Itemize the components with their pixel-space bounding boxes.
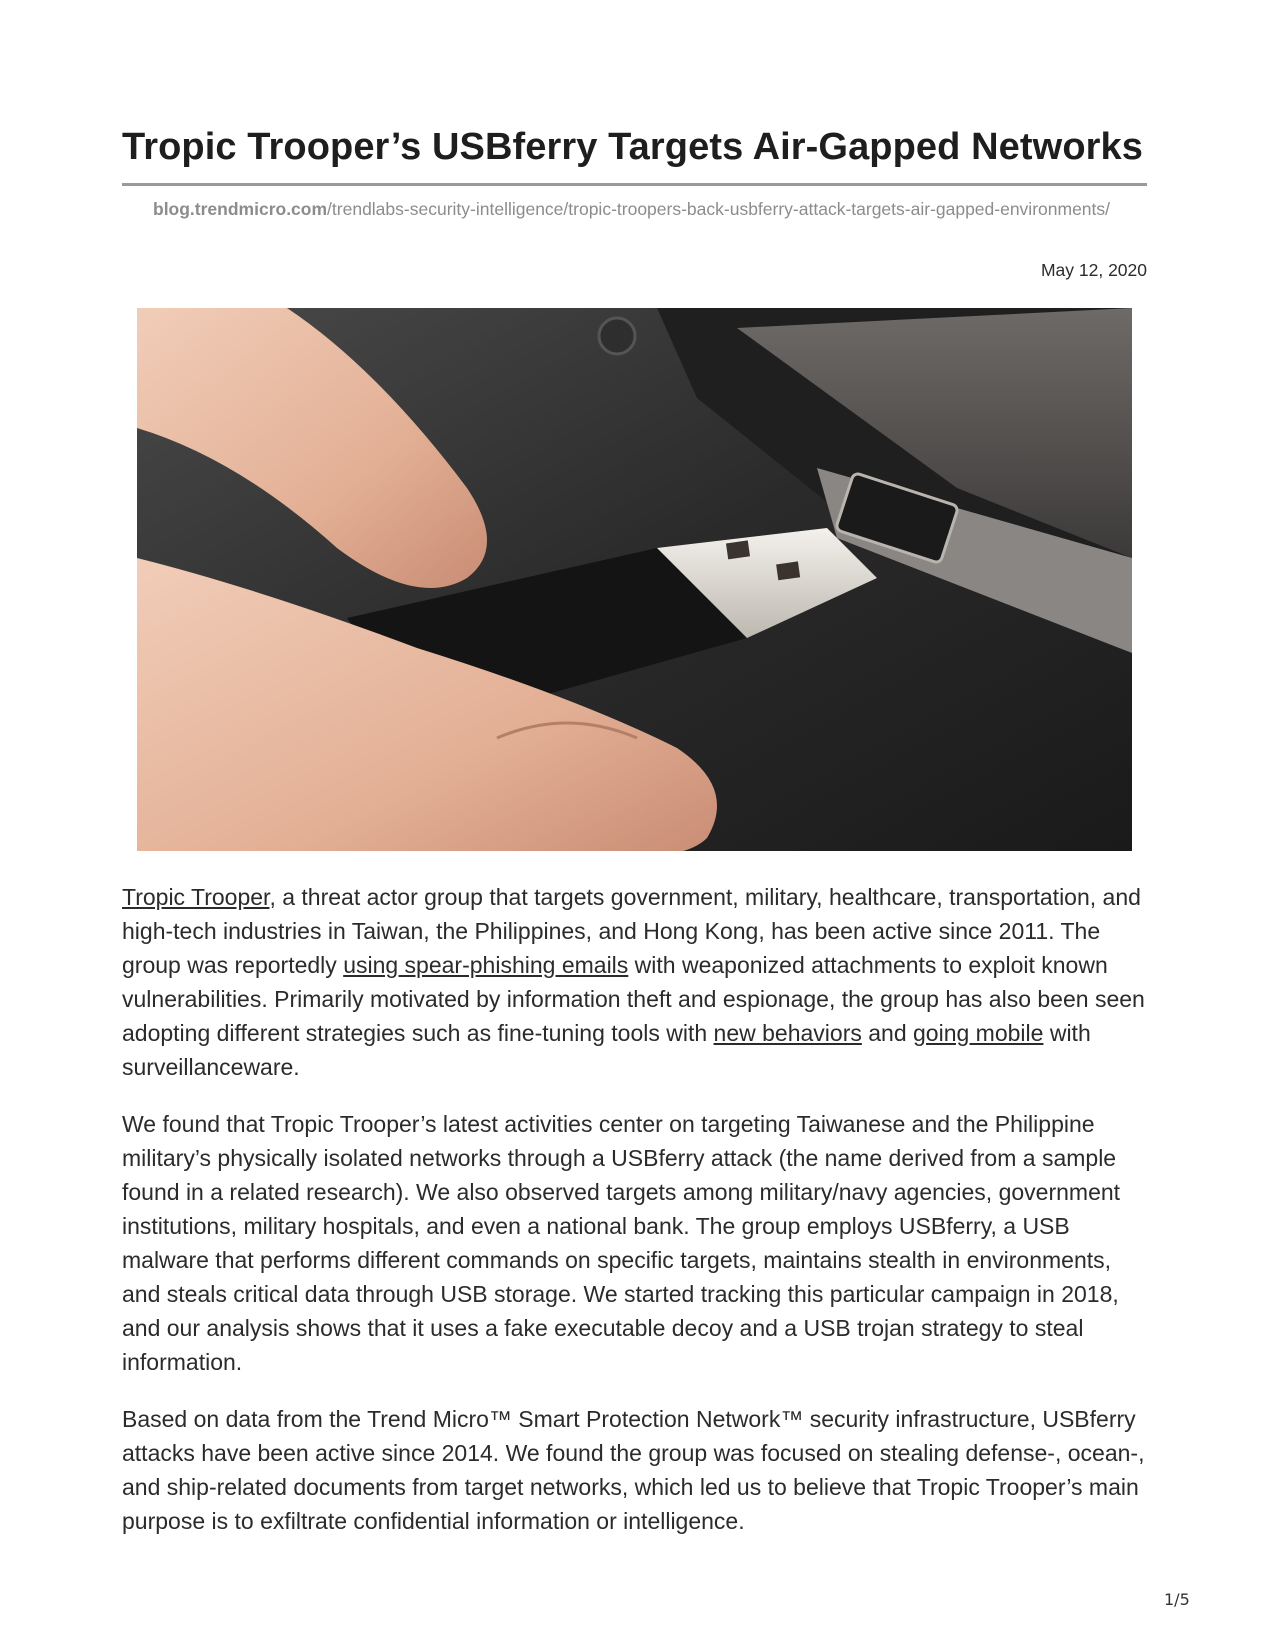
paragraph-1-text-3: and [861, 1020, 914, 1046]
paragraph-1-text-4: with surveillanceware. [122, 1020, 1091, 1080]
paragraph-1 [122, 880, 1147, 1084]
page-number: 1/5 [1164, 1590, 1190, 1609]
link-tropic-trooper[interactable]: Tropic Trooper [122, 884, 270, 910]
source-path: /trendlabs-security-intelligence/tropic-troopers-back-usbferry-attack-targets-air-gapped-environments/ [327, 199, 1111, 219]
publish-date: May 12, 2020 [1040, 260, 1147, 280]
paragraph-2: We found that Tropic Trooper’s latest activities center on targeting Taiwanese and the Philippine military’s physically isolated networks through a USBferry attack (the name derived from a sample found in a related research). We also observed targets among military/navy agencies, government institutions, military hospitals, and even a national bank. The group employs USBferry, a USB malware that performs different commands on specific targets, maintains stealth in environments, and steals critical data through USB storage. We started tracking this particular campaign in 2018, and our analysis shows that it uses a fake executable decoy and a USB trojan strategy to steal information. [122, 1111, 1121, 1375]
article-body [122, 880, 1147, 1561]
link-going-mobile[interactable]: going mobile [913, 1020, 1044, 1046]
paragraph-3: Based on data from the Trend Micro™ Smart Protection Network™ security infrastructure, USBferry attacks have been active since 2014. We found the group was focused on stealing defense-, ocean-, and ship-related documents from target networks, which led us to believe that Tropic Trooper’s main purpose is to exfiltrate confidential information or intelligence. [122, 1406, 1145, 1534]
source-url[interactable] [122, 197, 1122, 221]
source-domain: blog.trendmicro.com [153, 199, 328, 219]
paragraph-1-text-1: , a threat actor group that targets government, military, healthcare, transportation, and high-tech industries in Taiwan, the Philippines, and Hong Kong, has been active since 2011. The group was reportedly [122, 884, 1141, 978]
title-divider [122, 183, 1147, 186]
hero-image-usb-drive [137, 308, 1132, 851]
link-new-behaviors[interactable]: new behaviors [713, 1020, 862, 1046]
usb-drive-photo [137, 308, 1132, 851]
link-spear-phishing[interactable]: using spear-phishing emails [343, 952, 629, 978]
paragraph-1-text-2: with weaponized attachments to exploit known vulnerabilities. Primarily motivated by information theft and espionage, the group has also been seen adopting different strategies such as fine-tuning tools with [122, 952, 1145, 1046]
page-title: Tropic Trooper’s USBferry Targets Air-Gapped Networks [122, 126, 1143, 168]
